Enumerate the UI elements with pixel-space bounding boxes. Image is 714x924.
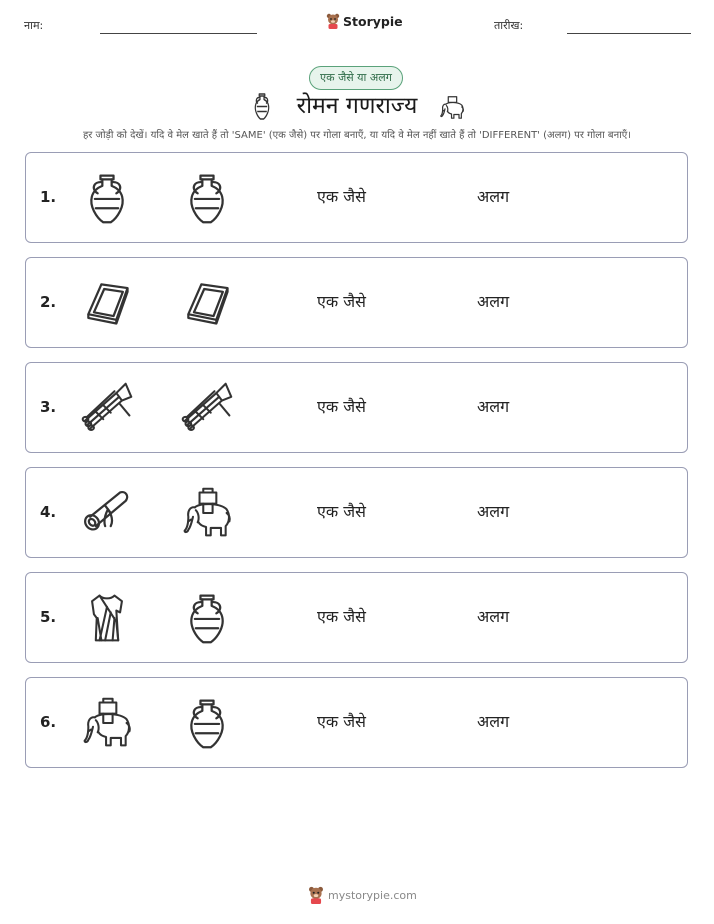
brand-name: Storypie [343,13,403,29]
elephant-icon [179,485,235,541]
fasces-icon [79,380,135,436]
elephant-icon [79,695,135,751]
question-number: 1. [40,188,57,206]
question-card-3 [25,362,688,453]
bear-icon [308,886,324,904]
amphora-icon [179,695,235,751]
elephant-icon [437,93,467,121]
question-card-4 [25,467,688,558]
question-number: 4. [40,503,57,521]
different-option[interactable]: अलग [477,712,510,731]
instructions: हर जोड़ी को देखें। यदि वे मेल खाते हैं तो 'SAME' (एक जैसे) पर गोला बनाएँ, या यदि वे मेल नहीं खाते हैं तो 'DIFFERENT' (अलग) पर गोला बनाएँ। [82,130,632,141]
question-card-5 [25,572,688,663]
different-option[interactable]: अलग [477,502,510,521]
question-number: 5. [40,608,57,626]
scroll-icon [79,485,135,541]
different-option[interactable]: अलग [477,397,510,416]
bear-icon [326,13,340,29]
toga-icon [79,590,135,646]
amphora-icon [179,590,235,646]
date-label: तारीख: [494,19,524,32]
different-option[interactable]: अलग [477,607,510,626]
footer-url: mystorypie.com [328,888,417,902]
question-card-2 [25,257,688,348]
same-option[interactable]: एक जैसे [317,712,366,731]
brand-logo [326,13,403,29]
name-label: नाम: [24,19,44,32]
same-option[interactable]: एक जैसे [317,607,366,626]
same-option[interactable]: एक जैसे [317,292,366,311]
date-field[interactable] [567,33,691,34]
amphora-icon [79,170,135,226]
worksheet-type-badge: एक जैसे या अलग [309,66,403,90]
wax-tablet-icon [179,275,235,331]
question-number: 2. [40,293,57,311]
amphora-icon [179,170,235,226]
question-card-6 [25,677,688,768]
question-number: 6. [40,713,57,731]
different-option[interactable]: अलग [477,292,510,311]
footer [308,886,417,904]
page-title: रोमन गणराज्य [296,93,418,119]
same-option[interactable]: एक जैसे [317,502,366,521]
name-field[interactable] [100,33,257,34]
wax-tablet-icon [79,275,135,331]
question-number: 3. [40,398,57,416]
same-option[interactable]: एक जैसे [317,397,366,416]
different-option[interactable]: अलग [477,187,510,206]
fasces-icon [179,380,235,436]
same-option[interactable]: एक जैसे [317,187,366,206]
question-card-1 [25,152,688,243]
